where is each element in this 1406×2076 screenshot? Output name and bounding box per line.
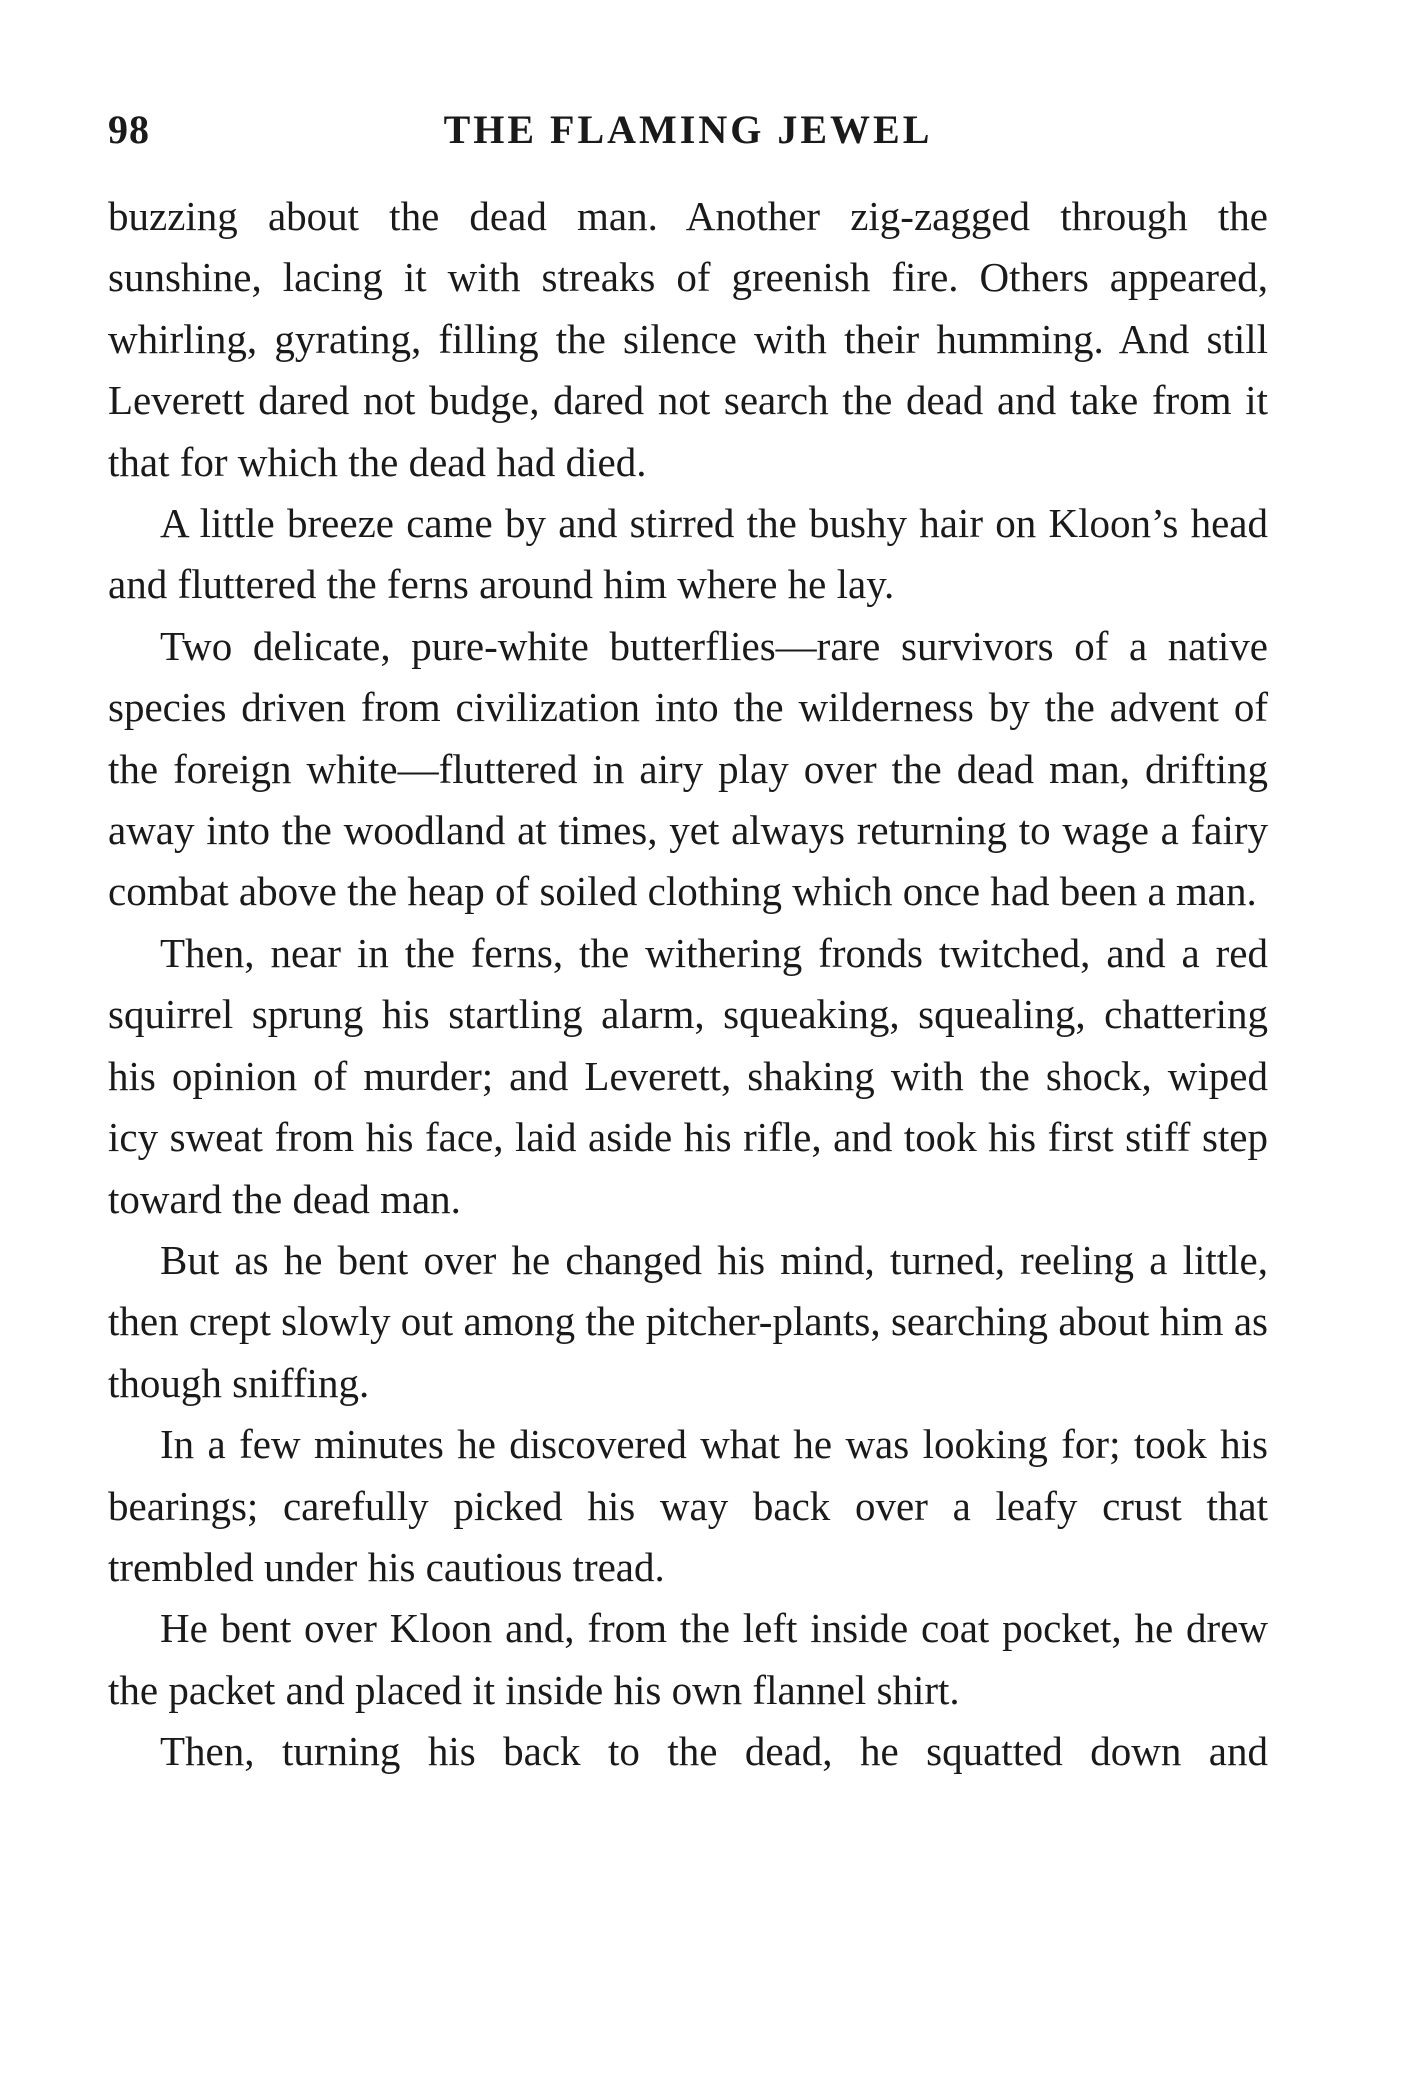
paragraph-squatted: Then, turning his back to the dead, he squatted down and <box>160 1728 1268 1775</box>
paragraph-packet: He bent over Kloon and, from the left inside coat pocket, he drew the packet and placed it inside his own flannel shirt. <box>108 1605 1268 1713</box>
running-head <box>108 106 1268 162</box>
paragraph-breeze: A little breeze came by and stirred the bushy hair on Kloon’s head and fluttered the ferns around him where he lay. <box>108 500 1268 608</box>
paragraph-pitcher-plants: But as he bent over he changed his mind, turned, reeling a little, then crept slowly out among the pitcher-plants, searching about him as though sniffing. <box>108 1236 1268 1406</box>
paragraph-squirrel: Then, near in the ferns, the withering fronds twitched, and a red squirrel sprung his startling alarm, squeaking, squealing, chattering his opinion of murder; and Leverett, shaking with the shock, wiped icy sweat from his face, laid aside his rifle, and took his first stiff step toward the dead man. <box>108 929 1268 1222</box>
page-number: 98 <box>108 107 150 152</box>
paragraph-continued: buzzing about the dead man. Another zig-zagged through the sunshine, lacing it with streaks of greenish fire. Others appeared, whirling, gyrating, filling the silence with their humming. And still Leverett dared not budge, dared not search the dead and take from it that for which the dead had died. <box>108 193 1268 485</box>
paragraph-butterflies: Two delicate, pure-white butterflies—rare survivors of a native species driven from civilization into the wilderness by the advent of the foreign white—fluttered in airy play over the dead man, drifting away into the woodland at times, yet always returning to wage a fairy combat above the heap of soiled clothing which once had been a man. <box>108 622 1268 915</box>
paragraph-bearings: In a few minutes he discovered what he was looking for; took his bearings; carefully picked his way back over a leafy crust that trembled under his cautious tread. <box>108 1421 1268 1590</box>
book-title: THE FLAMING JEWEL <box>443 107 933 152</box>
body-text <box>108 186 1268 1783</box>
